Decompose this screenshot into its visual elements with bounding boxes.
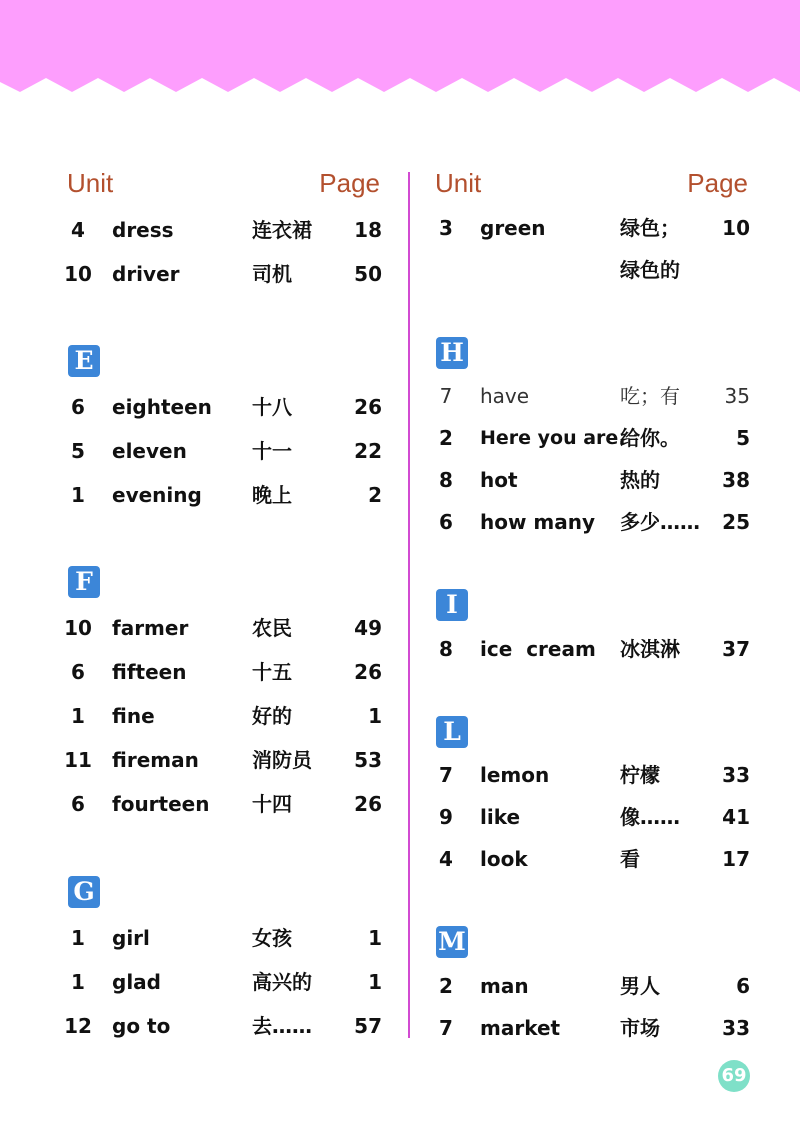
vocab-row [62,701,382,731]
chinese-meaning: 十一 [252,439,292,463]
english-word: look [480,847,528,871]
vocab-row [430,381,750,411]
page-ref: 50 [354,262,382,286]
chinese-meaning: 去…… [252,1014,312,1038]
unit-number: 9 [439,805,453,829]
letter-badge-f: F [68,566,100,598]
letter-badge-l: L [436,716,468,748]
chinese-meaning: 女孩 [252,926,292,950]
vocab-row [62,1011,382,1041]
unit-number: 6 [71,395,85,419]
unit-number: 4 [71,218,85,242]
english-word: fine [112,704,155,728]
chinese-meaning: 司机 [252,262,292,286]
letter-badge-e: E [68,345,100,377]
english-word: like [480,805,521,829]
english-word: green [480,216,546,240]
page-ref: 41 [722,805,750,829]
chinese-meaning: 男人 [620,974,660,998]
unit-number: 1 [71,926,85,950]
vocab-row-continuation [430,255,750,285]
english-word: girl [112,926,150,950]
unit-number: 10 [64,616,92,640]
chinese-meaning: 多少…… [620,510,700,534]
vocab-row [430,465,750,495]
chinese-meaning: 好的 [252,704,292,728]
page-ref: 33 [722,1016,750,1040]
chinese-meaning: 看 [620,847,640,871]
page-ref: 35 [724,384,750,408]
vocab-row [62,745,382,775]
english-word: fourteen [112,792,210,816]
english-word: fireman [112,748,199,772]
chinese-meaning: 柠檬 [620,763,660,787]
letter-badge-g: G [68,876,100,908]
vocab-row [430,844,750,874]
english-word: evening [112,483,202,507]
vocab-row [62,967,382,997]
chinese-meaning: 晚上 [252,483,292,507]
english-word: fifteen [112,660,187,684]
unit-header: Unit [435,168,482,198]
vocab-row [430,423,750,453]
vocab-row [430,971,750,1001]
letter-badge-h: H [436,337,468,369]
column-header [430,168,748,208]
unit-number: 1 [71,970,85,994]
english-word: man [480,974,529,998]
unit-number: 6 [71,792,85,816]
chinese-meaning: 绿色； [620,216,680,240]
chinese-meaning: 十四 [252,792,292,816]
english-word: how many [480,510,596,534]
unit-number: 7 [439,1016,453,1040]
page-ref: 5 [736,426,750,450]
chinese-meaning: 绿色的 [620,258,680,282]
unit-number: 8 [439,637,453,661]
vocab-row [430,507,750,537]
unit-number: 1 [71,704,85,728]
page-ref: 6 [736,974,750,998]
vocab-row [62,789,382,819]
column-header [62,168,380,208]
unit-number: 7 [439,763,453,787]
english-word: lemon [480,763,550,787]
vocab-row [62,259,382,289]
english-word: market [480,1016,561,1040]
vocab-row [430,760,750,790]
page-ref: 33 [722,763,750,787]
vocab-row [62,436,382,466]
vocab-row [430,634,750,664]
column-divider [408,172,410,1038]
vocab-row [62,215,382,245]
vocab-row [430,802,750,832]
english-word: eleven [112,439,187,463]
vocab-row [62,480,382,510]
english-word: go to [112,1014,171,1038]
english-word: eighteen [112,395,212,419]
english-word: farmer [112,616,189,640]
page-ref: 26 [354,792,382,816]
unit-number: 2 [439,974,453,998]
page-ref: 1 [368,704,382,728]
chinese-meaning: 高兴的 [252,970,312,994]
chinese-meaning: 市场 [620,1016,660,1040]
page-ref: 1 [368,970,382,994]
chinese-meaning: 十五 [252,660,292,684]
english-word: glad [112,970,161,994]
page-number-badge: 69 [718,1060,750,1092]
unit-number: 10 [64,262,92,286]
page-ref: 18 [354,218,382,242]
page-ref: 53 [354,748,382,772]
letter-badge-i: I [436,589,468,621]
unit-number: 5 [71,439,85,463]
page-ref: 26 [354,395,382,419]
english-word: Here you are. [480,427,626,449]
page-ref: 49 [354,616,382,640]
unit-header: Unit [67,168,114,198]
unit-number: 11 [64,748,92,772]
vocab-row [62,613,382,643]
unit-number: 1 [71,483,85,507]
page-ref: 57 [354,1014,382,1038]
unit-number: 6 [71,660,85,684]
left-column [62,0,402,1124]
chinese-meaning: 热的 [620,468,660,492]
chinese-meaning: 十八 [252,395,292,419]
chinese-meaning: 消防员 [252,748,312,772]
page-ref: 17 [722,847,750,871]
unit-number: 7 [439,384,453,408]
english-word: hot [480,468,518,492]
unit-number: 4 [439,847,453,871]
page-ref: 2 [368,483,382,507]
vocab-row [430,1013,750,1043]
letter-badge-m: M [436,926,468,958]
right-column [430,0,770,1124]
vocab-row [62,657,382,687]
chinese-meaning: 给你。 [620,426,680,450]
unit-number: 8 [439,468,453,492]
unit-number: 3 [439,216,453,240]
vocab-row [430,213,750,243]
chinese-meaning: 连衣裙 [252,218,312,242]
page-header: Page [319,168,380,198]
page-ref: 25 [722,510,750,534]
chinese-meaning: 吃；有 [620,384,680,408]
unit-number: 2 [439,426,453,450]
unit-number: 12 [64,1014,92,1038]
page-ref: 38 [722,468,750,492]
vocab-row [62,923,382,953]
chinese-meaning: 冰淇淋 [620,637,680,661]
chinese-meaning: 农民 [252,616,292,640]
english-word: ice cream [480,637,596,661]
page-ref: 37 [722,637,750,661]
vocab-row [62,392,382,422]
unit-number: 6 [439,510,453,534]
page-ref: 10 [722,216,750,240]
page-ref: 26 [354,660,382,684]
page-header: Page [687,168,748,198]
page-ref: 1 [368,926,382,950]
chinese-meaning: 像…… [620,805,680,829]
english-word: driver [112,262,180,286]
english-word: have [480,384,530,408]
english-word: dress [112,218,174,242]
page-ref: 22 [354,439,382,463]
